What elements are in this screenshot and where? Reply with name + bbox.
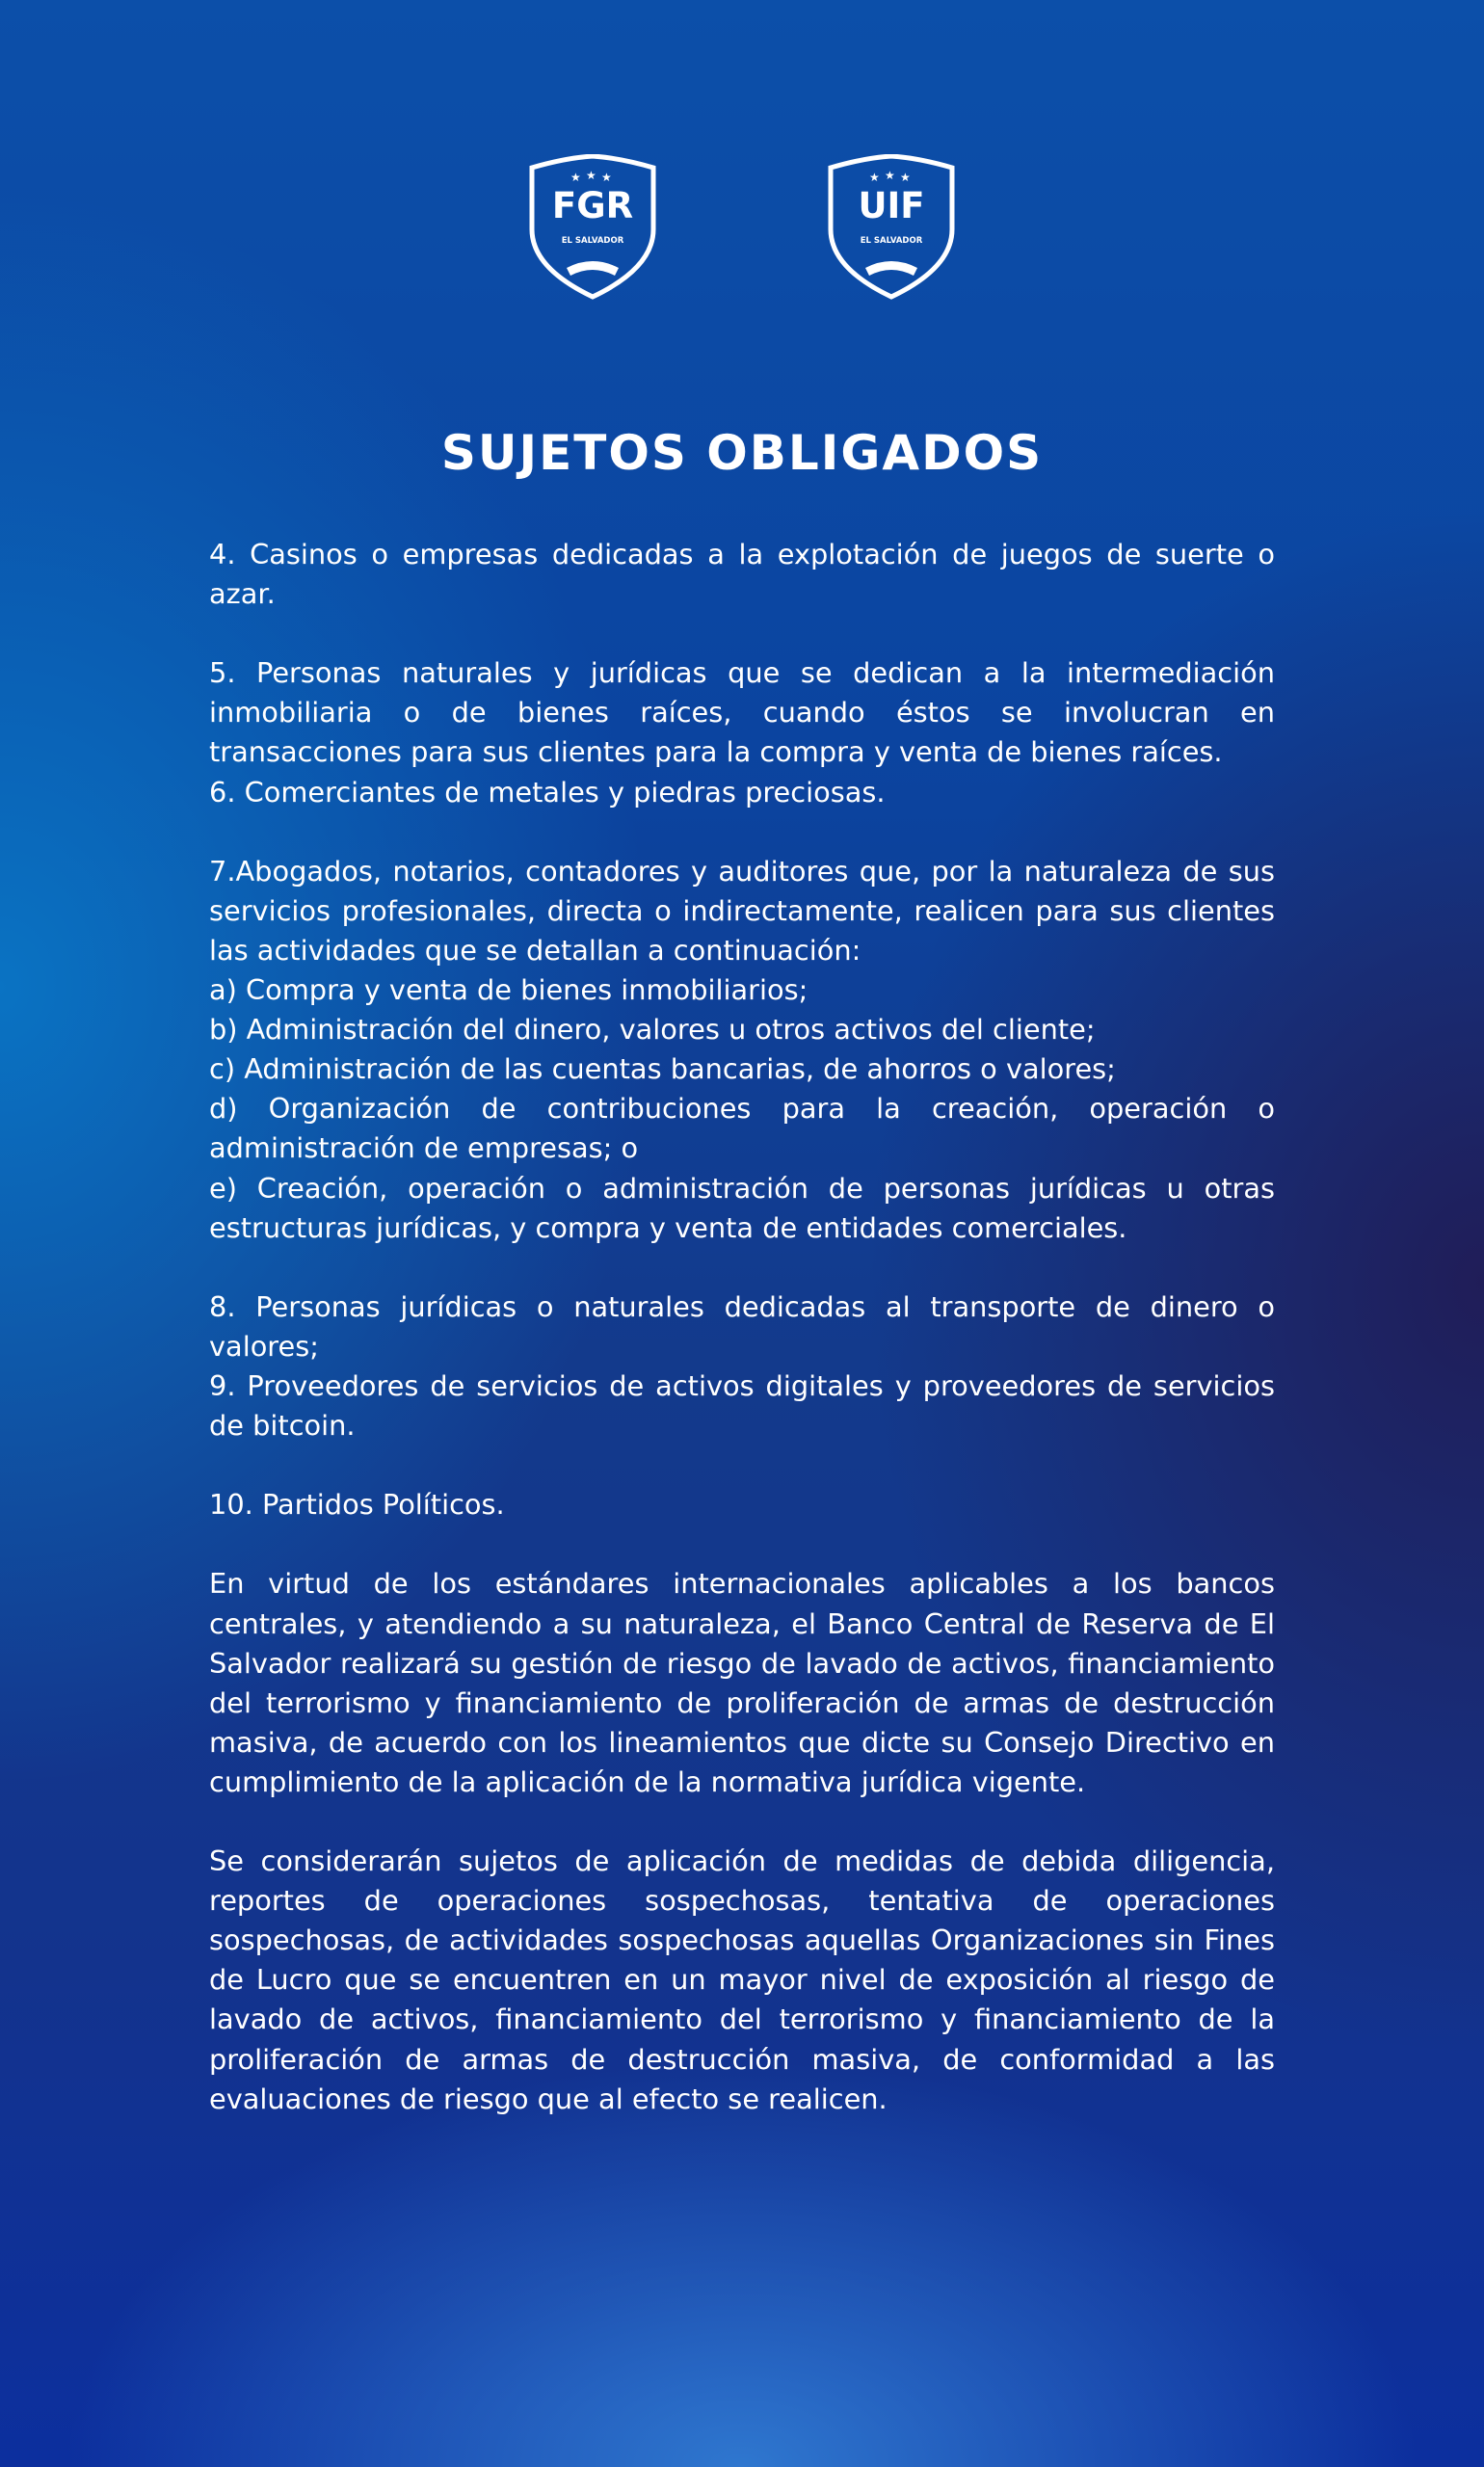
svg-text:★: ★ xyxy=(570,171,581,184)
fgr-abbr: FGR xyxy=(551,185,634,226)
item-9: 9. Proveedores de servicios de activos digitales y proveedores de servicios de bitcoin. xyxy=(209,1368,1275,1443)
item-6: 6. Comerciantes de metales y piedras preciosas. xyxy=(209,775,886,809)
spacer xyxy=(209,1446,1275,1485)
item-4: 4. Casinos o empresas dedicadas a la explotación de juegos de suerte o azar. xyxy=(209,538,1275,611)
uif-shield-logo xyxy=(823,154,960,301)
svg-text:★: ★ xyxy=(601,171,612,184)
document-body xyxy=(209,535,1275,2119)
osfl-paragraph: Se considerarán sujetos de aplicación de medidas de debida diligencia, reportes de operaciones sospechosas, tentativa de operaciones sospechosas, de actividades sospechosas aquellas Organizaciones sin Fines de Lucro que se encuentren en un mayor nivel de exposición al riesgo de lavado de activos, financiamiento del terrorismo y financiamiento de la proliferación de armas de destrucción masiva, de conformidad a las evaluaciones de riesgo que al efecto se realicen. xyxy=(209,1844,1275,2115)
svg-text:★: ★ xyxy=(586,169,596,182)
fgr-shield-logo xyxy=(524,154,661,301)
svg-text:★: ★ xyxy=(869,171,880,184)
item-7c: c) Administración de las cuentas bancarias, de ahorros o valores; xyxy=(209,1052,1116,1086)
spacer xyxy=(209,1525,1275,1564)
spacer xyxy=(209,1248,1275,1287)
item-10: 10. Partidos Políticos. xyxy=(209,1488,505,1522)
svg-text:★: ★ xyxy=(900,171,911,184)
item-7a: a) Compra y venta de bienes inmobiliarios; xyxy=(209,973,808,1007)
uif-abbr: UIF xyxy=(858,185,925,226)
item-8: 8. Personas jurídicas o naturales dedicadas al transporte de dinero o valores; xyxy=(209,1289,1275,1363)
item-7d: d) Organización de contribuciones para la creación, operación o administración de empresas; o xyxy=(209,1092,1275,1165)
fgr-country: EL SALVADOR xyxy=(561,236,624,246)
spacer xyxy=(209,1802,1275,1842)
uif-country: EL SALVADOR xyxy=(860,236,923,246)
logos-row xyxy=(0,154,1484,301)
item-7e: e) Creación, operación o administración de personas jurídicas u otras estructuras jurídicas, y compra y venta de entidades comerciales. xyxy=(209,1171,1275,1244)
item-7: 7.Abogados, notarios, contadores y auditores que, por la naturaleza de sus servicios profesionales, directa o indirectamente, realicen para sus clientes las actividades que se detallan a continuación: xyxy=(209,854,1275,967)
spacer xyxy=(209,812,1275,852)
spacer xyxy=(209,614,1275,653)
svg-text:★: ★ xyxy=(885,169,895,182)
page-title: SUJETOS OBLIGADOS xyxy=(440,425,1044,481)
item-5: 5. Personas naturales y jurídicas que se dedican a la intermediación inmobiliaria o de bienes raíces, cuando éstos se involucran en transacciones para sus clientes para la compra y venta de bienes raíces. xyxy=(209,656,1275,769)
bcr-paragraph: En virtud de los estándares internacionales aplicables a los bancos centrales, y atendiendo a su naturaleza, el Banco Central de Reserva de El Salvador realizará su gestión de riesgo de lavado de activos, financiamiento del terrorismo y financiamiento de proliferación de armas de destrucción masiva, de acuerdo con los lineamientos que dicte su Consejo Directivo en cumplimiento de la aplicación de la normativa jurídica vigente. xyxy=(209,1567,1275,1798)
item-7b: b) Administración del dinero, valores u otros activos del cliente; xyxy=(209,1013,1096,1047)
